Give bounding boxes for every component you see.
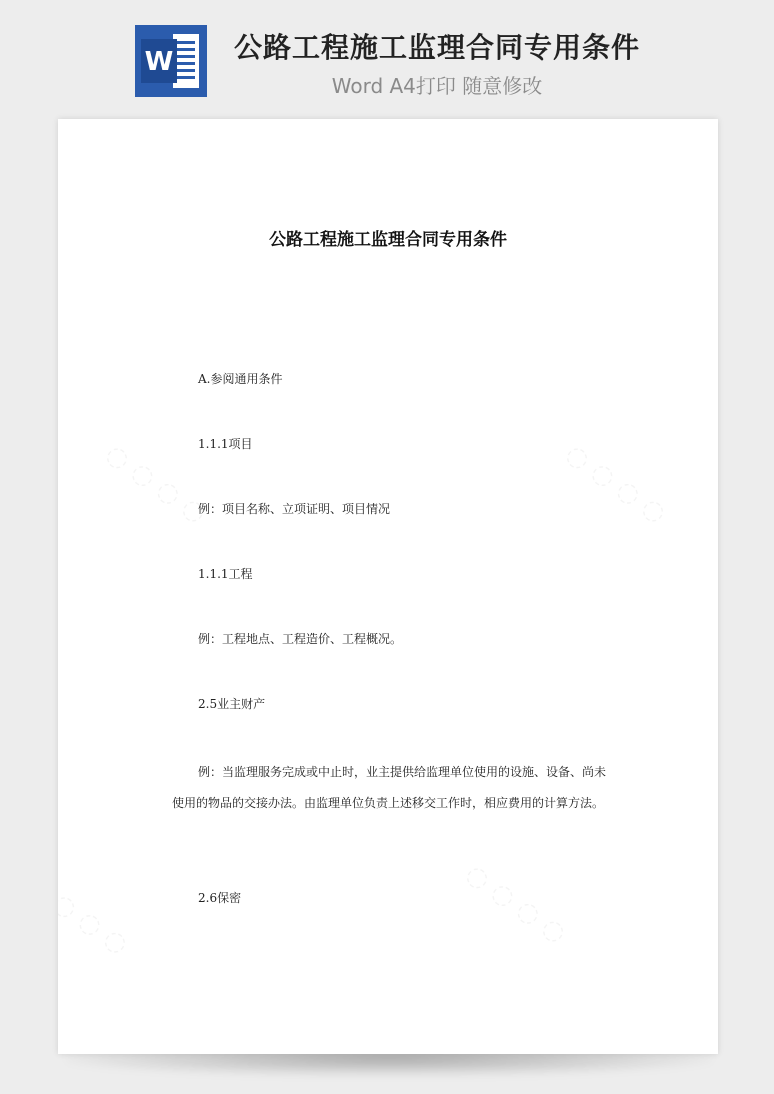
paragraph: 例：项目名称、立项证明、项目情况 (198, 502, 391, 516)
watermark (58, 887, 134, 960)
banner-subtitle: Word A4打印 随意修改 (331, 74, 543, 98)
paragraph: 1.1.1项目 (198, 437, 253, 451)
watermark (460, 859, 572, 950)
document-page (58, 119, 718, 1054)
watermark (560, 439, 672, 530)
banner-title: 公路工程施工监理合同专用条件 (233, 31, 640, 64)
word-document-icon (135, 25, 207, 97)
word-logo-letter: W (144, 47, 174, 77)
paragraph: 2.6保密 (198, 891, 242, 905)
paragraph: A.参阅通用条件 (198, 372, 283, 386)
watermark (100, 439, 212, 530)
paragraph: 2.5业主财产 (198, 697, 266, 711)
paragraph: 1.1.1工程 (198, 567, 253, 581)
header-banner (0, 0, 774, 110)
paragraph: 例：工程地点、工程造价、工程概况。 (198, 632, 403, 646)
document-title: 公路工程施工监理合同专用条件 (269, 230, 507, 250)
paragraph: 例：当监理服务完成或中止时，业主提供给监理单位使用的设施、设备、尚未使用的物品的交接办法。由监理单位负责上述移交工作时，相应费用的计算方法。 (172, 765, 607, 810)
